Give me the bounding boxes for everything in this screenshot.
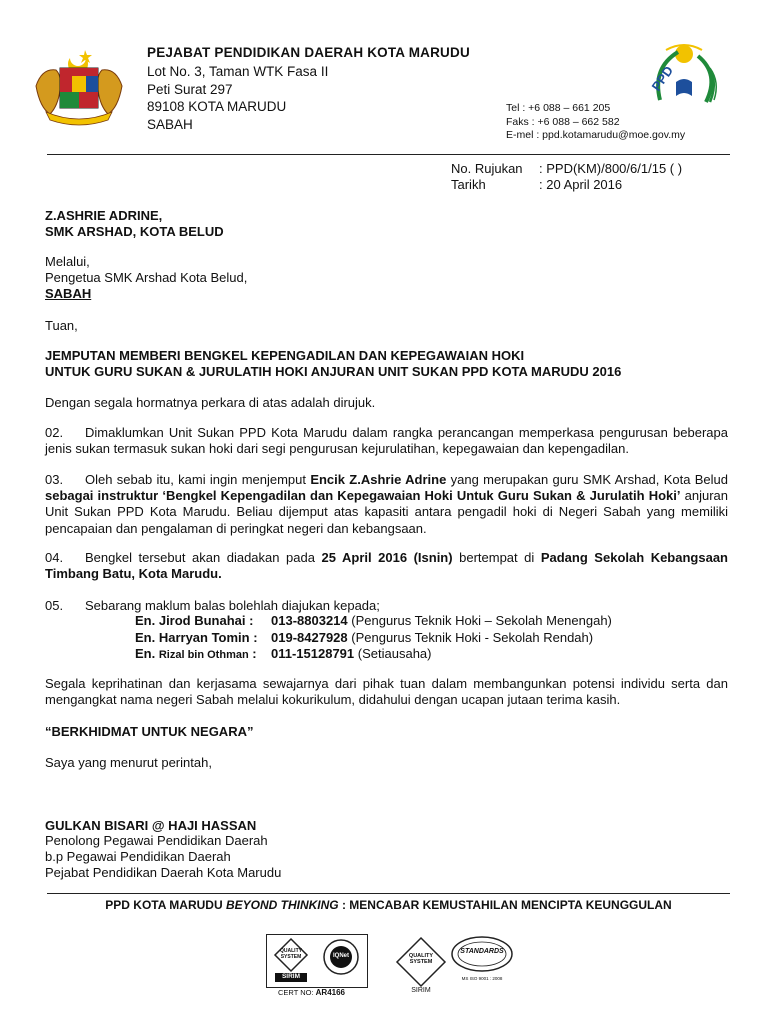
- event-date: 25 April 2016 (Isnin): [321, 550, 453, 565]
- address-block: [147, 63, 328, 133]
- contact-name: [135, 646, 271, 664]
- cert-number: [278, 988, 345, 997]
- signatory-title: Penolong Pegawai Pendidikan Daerah: [45, 833, 268, 848]
- intro-paragraph: Dengan segala hormatnya perkara di atas adalah dirujuk.: [45, 395, 376, 410]
- recipient-name: Z.ASHRIE ADRINE,: [45, 208, 163, 223]
- slogan-text: PPD KOTA MARUDU: [105, 898, 226, 912]
- salutation: Tuan,: [45, 318, 78, 333]
- fax: Faks : +6 088 – 662 582: [506, 115, 620, 128]
- email: E-mel : ppd.kotamarudu@moe.gov.my: [506, 129, 686, 141]
- header-divider: [47, 154, 730, 155]
- badge3-label: SIRIM: [411, 987, 431, 994]
- paragraph-text: Oleh sebab itu, kami ingin menjemput: [85, 472, 311, 487]
- coat-of-arms-icon: [30, 46, 128, 128]
- standards-malaysia-badge-icon: [450, 934, 514, 990]
- reference-block: [451, 161, 682, 193]
- paragraph-number: 03.: [45, 472, 64, 487]
- signatory-name: GULKAN BISARI @ HAJI HASSAN: [45, 818, 257, 833]
- address-line: SABAH: [147, 116, 193, 132]
- address-line: Lot No. 3, Taman WTK Fasa II: [147, 64, 329, 79]
- paragraph-02: [45, 425, 728, 457]
- paragraph-text: anjuran Unit Sukan PPD Kota Marudu. Beliau dijemput atas kapasiti antara pengadil hoki di Negeri Sabah yang memiliki pencapaian dan pengalaman di peringkat negeri dan kebangsaan.: [45, 488, 728, 536]
- paragraph-number: 02.: [45, 425, 64, 440]
- footer-slogan: [47, 898, 730, 912]
- contact-role: (Pengurus Teknik Hoki - Sekolah Rendah): [347, 629, 594, 645]
- contact-block: [506, 102, 685, 143]
- paragraph-04: [45, 550, 728, 582]
- ref-label: No. Rujukan: [451, 161, 523, 176]
- tel: Tel : +6 088 – 661 205: [506, 102, 611, 114]
- contact-name-main: Rizal bin Othman: [158, 649, 249, 661]
- contact-phone: 019-8427928: [271, 629, 348, 645]
- paragraph-number: 05.: [45, 598, 64, 613]
- ref-value: : PPD(KM)/800/6/1/15 ( ): [539, 161, 683, 176]
- paragraph-05: [45, 598, 728, 614]
- paragraph-text: Sebarang maklum balas bolehlah diajukan kepada;: [85, 598, 380, 613]
- contact-name: En. Jirod Bunahai :: [135, 613, 254, 628]
- paragraph-number: 04.: [45, 550, 64, 565]
- date-value: : 20 April 2016: [539, 177, 623, 192]
- contact-role: (Setiausaha): [354, 646, 432, 661]
- badge1-label: QUALITY SYSTEM: [280, 948, 302, 960]
- paragraph-text: Dimaklumkan Unit Sukan PPD Kota Marudu dalam rangka perancangan memperkasa pengurusan beberapa jenis sukan termasuk sukan hoki dari segi pengurusan kejurulatihan, kepegawaian dan kepengadilan.: [45, 425, 728, 457]
- event-venue: Padang Sekolah Kebangsaan Timbang Batu, Kota Marudu.: [45, 550, 728, 582]
- badge2-label: IQNet: [332, 953, 349, 959]
- list-item: [135, 646, 612, 664]
- cert-value: AR4166: [315, 988, 346, 997]
- quality-system-badge-icon: [393, 936, 449, 996]
- list-item: [135, 613, 612, 630]
- contact-phone: 011-15128791: [271, 646, 355, 661]
- ppd-logo-text: PPD: [648, 63, 677, 94]
- recipient-school: SMK ARSHAD, KOTA BELUD: [45, 224, 224, 239]
- paragraph-text: yang merupakan guru SMK Arshad, Kota Belud: [446, 472, 728, 487]
- recipient-state: SABAH: [45, 286, 92, 301]
- subject-line-2: UNTUK GURU SUKAN & JURULATIH HOKI ANJURAN UNIT SUKAN PPD KOTA MARUDU 2016: [45, 364, 622, 379]
- sirim-badge-icon: [266, 934, 368, 988]
- org-name: PEJABAT PENDIDIKAN DAERAH KOTA MARUDU: [147, 45, 470, 60]
- contact-name: En. Harryan Tomin :: [135, 629, 258, 645]
- badge4-label: STANDARDS: [460, 948, 504, 955]
- sign-off: Saya yang menurut perintah,: [45, 755, 212, 770]
- badge3-label: QUALITY SYSTEM: [408, 953, 434, 965]
- contact-name-prefix: En.: [135, 646, 159, 661]
- contact-name-suffix: :: [248, 646, 257, 661]
- contact-list: [135, 613, 612, 664]
- subject-line-1: JEMPUTAN MEMBERI BENGKEL KEPENGADILAN DAN KEPEGAWAIAN HOKI: [45, 348, 525, 363]
- signatory-title: b.p Pegawai Pendidikan Daerah: [45, 849, 231, 864]
- footer-divider: [47, 893, 730, 894]
- closing-paragraph: Segala keprihatinan dan kerjasama sewajarnya dari pihak tuan dalam membangunkan potensi individu serta dan mengangkat nama negeri Sabah melalui kokurikulum, didahului dengan ucapan jutaan terima kasih.: [45, 676, 728, 708]
- badge4-sub: MS ISO 9001 : 2008: [461, 976, 503, 981]
- workshop-title: sebagai instruktur ‘Bengkel Kepengadilan dan Kepegawaian Hoki Untuk Guru Sukan & Jurulatih Hoki’: [45, 488, 681, 504]
- cert-prefix: CERT NO:: [278, 988, 316, 997]
- via-label: Melalui,: [45, 254, 90, 269]
- contact-phone: 013-8803214: [271, 613, 348, 628]
- via-name: Pengetua SMK Arshad Kota Belud,: [45, 270, 248, 285]
- slogan-emphasis: BEYOND THINKING: [225, 898, 339, 912]
- badge1-label: SIRIM: [281, 973, 301, 980]
- address-line: 89108 KOTA MARUDU: [147, 99, 287, 114]
- ppd-logo-icon: [636, 42, 732, 108]
- paragraph-03: [45, 472, 728, 537]
- address-line: Peti Surat 297: [147, 81, 233, 97]
- paragraph-text: Bengkel tersebut akan diadakan pada: [85, 550, 322, 565]
- slogan-text: : MENCABAR KEMUSTAHILAN MENCIPTA KEUNGGULAN: [338, 898, 672, 912]
- invitee-name: Encik Z.Ashrie Adrine: [310, 472, 447, 487]
- date-label: Tarikh: [451, 177, 486, 192]
- paragraph-text: bertempat di: [452, 550, 541, 565]
- motto: “BERKHIDMAT UNTUK NEGARA”: [45, 724, 254, 739]
- signatory-title: Pejabat Pendidikan Daerah Kota Marudu: [45, 865, 282, 880]
- contact-role: (Pengurus Teknik Hoki – Sekolah Menengah): [347, 613, 612, 628]
- list-item: [135, 630, 612, 647]
